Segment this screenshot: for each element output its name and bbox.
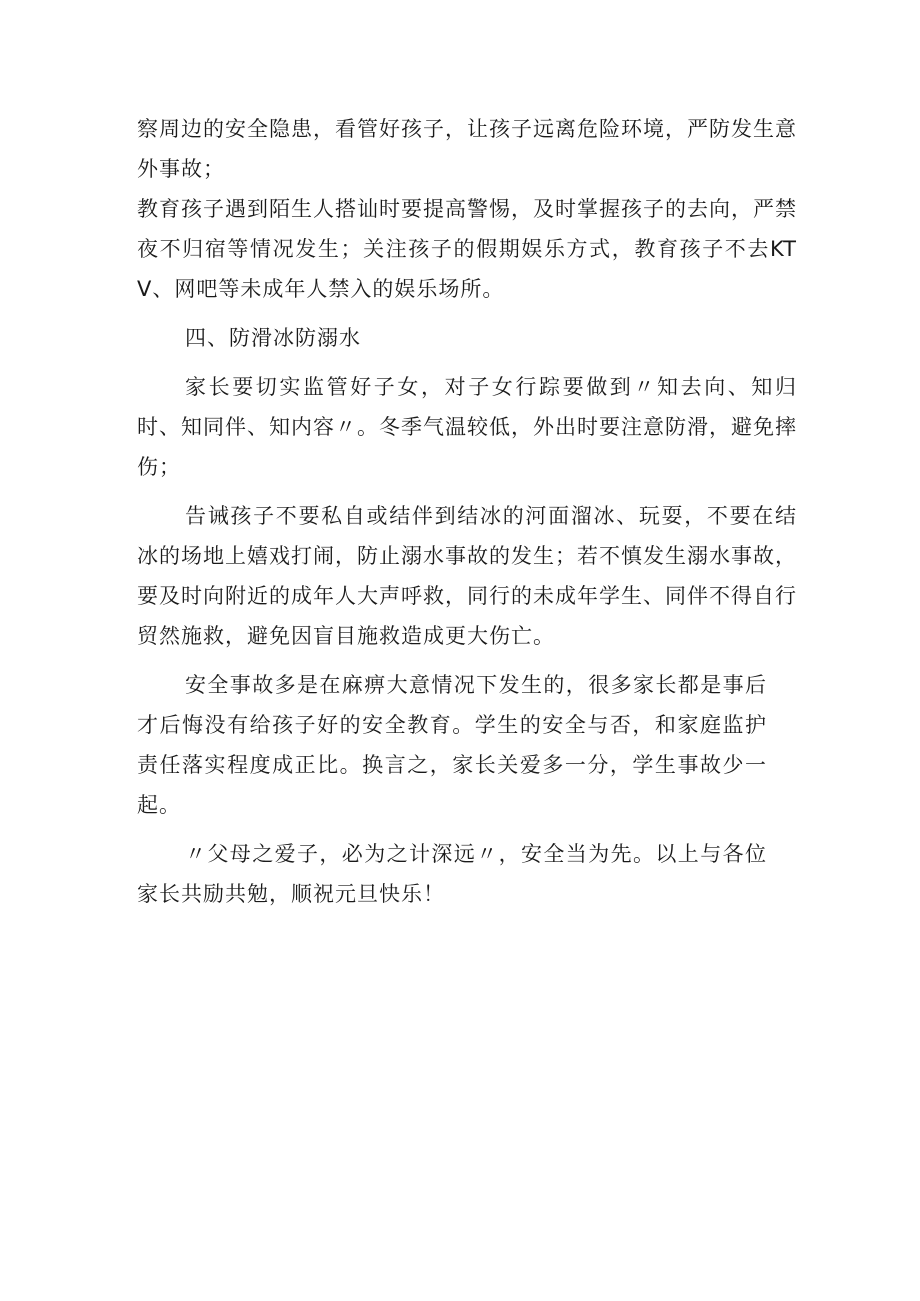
- paragraph-accident-responsibility: 安全事故多是在麻痹大意情况下发生的，很多家长都是事后才后悔没有给孩子好的安全教育。学生的安全与否，和家庭监护责任落实程度成正比。换言之，家长关爱多一分，学生事故少一起。: [137, 673, 767, 817]
- paragraph-closing: 〃父母之爱子，必为之计深远〃，安全当为先。以上与各位家长共励共勉，顺祝元旦快乐！: [137, 842, 767, 906]
- document-body: [137, 109, 797, 923]
- paragraph-strangers: 教育孩子遇到陌生人搭讪时要提高警惕，及时掌握孩子的去向，严禁夜不归宿等情况发生；关注孩子的假期娱乐方式，教育孩子不去KTV、网吧等未成年人禁入的娱乐场所。: [137, 197, 797, 301]
- paragraph-supervision: 家长要切实监管好子女，对子女行踪要做到〃知去向、知归时、知同伴、知内容〃。冬季气温较低，外出时要注意防滑，避免摔伤；: [137, 375, 797, 479]
- section-heading-ice-drowning: 四、防滑冰防溺水: [185, 326, 361, 350]
- paragraph-safety-hazards: 察周边的安全隐患，看管好孩子，让孩子远离危险环境，严防发生意外事故；: [137, 117, 797, 181]
- paragraph-ice-warning: 告诫孩子不要私自或结伴到结冰的河面溜冰、玩耍，不要在结冰的场地上嬉戏打闹，防止溺水事故的发生；若不慎发生溺水事故，要及时向附近的成年人大声呼救，同行的未成年学生、同伴不得自行贸然施救，避免因盲目施救造成更大伤亡。: [137, 504, 797, 648]
